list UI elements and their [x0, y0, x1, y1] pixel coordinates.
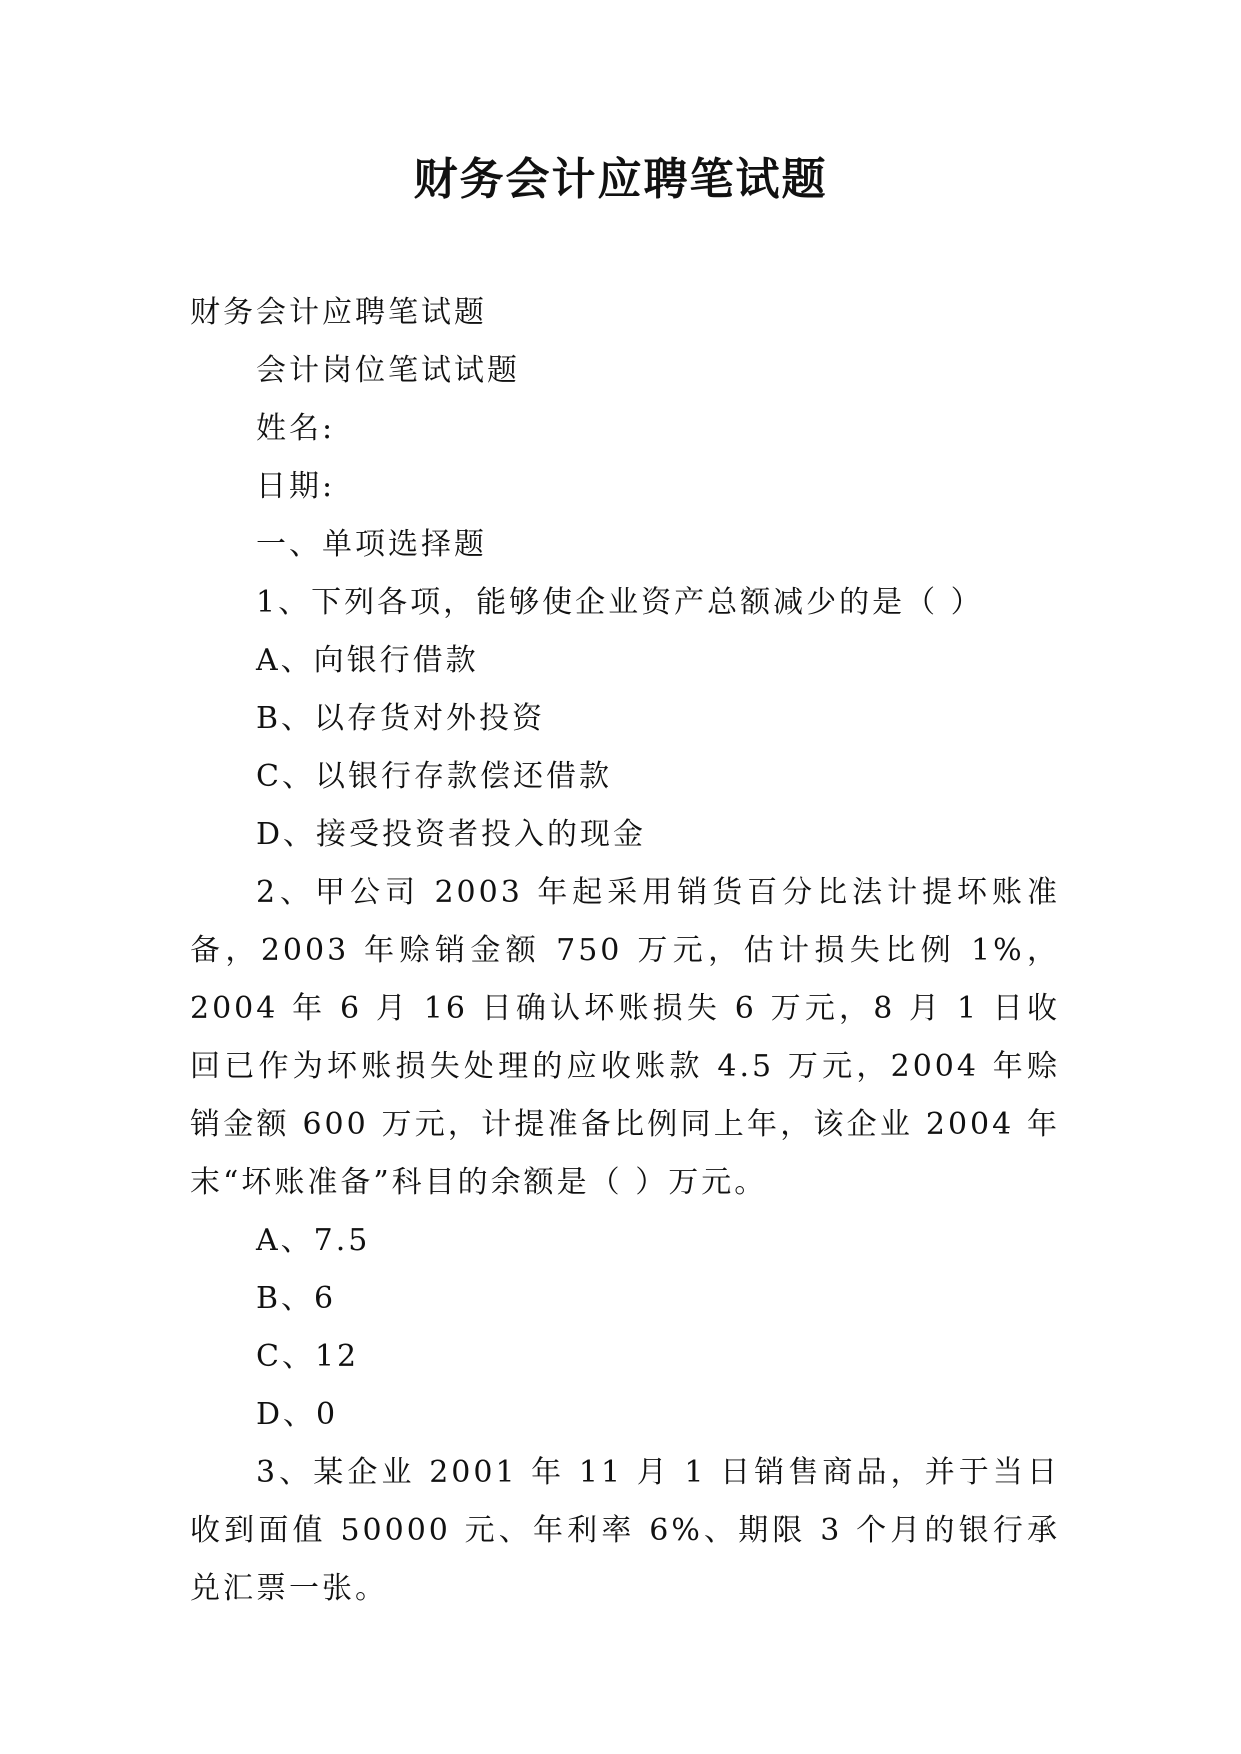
question-1-stem: 1、下列各项，能够使企业资产总额减少的是（ ）	[256, 585, 984, 620]
section-heading: 一、单项选择题	[256, 527, 487, 562]
question-2-option-a: A、7.5	[256, 1223, 371, 1258]
question-1-option-b: B、以存货对外投资	[256, 701, 546, 736]
question-2-stem: 2、甲公司 2003 年起采用销货百分比法计提坏账准备，2003 年赊销金额 750 万元，估计损失比例 1%，2004 年 6 月 16 日确认坏账损失 6 万元，8 月 1 日收回已作为坏账损失处理的应收账款 4.5 万元，2004 年赊销金额 600 万元，计提准备比例同上年，该企业 2004 年末“坏账准备”科目的余额是（ ）万元。	[190, 875, 1060, 1200]
document-heading: 财务会计应聘笔试题	[190, 295, 487, 330]
document-body	[190, 284, 1060, 1618]
exam-subtitle: 会计岗位笔试试题	[256, 353, 520, 388]
question-2-option-b: B、6	[256, 1281, 337, 1316]
name-label: 姓名:	[256, 411, 336, 446]
date-label: 日期:	[256, 469, 336, 504]
question-2-option-d: D、0	[256, 1397, 339, 1432]
question-2-option-c: C、12	[256, 1339, 360, 1374]
document-title: 财务会计应聘笔试题	[413, 154, 828, 205]
question-1-option-d: D、接受投资者投入的现金	[256, 817, 647, 852]
question-1-option-c: C、以银行存款偿还借款	[256, 759, 612, 794]
question-1-option-a: A、向银行借款	[256, 643, 479, 678]
question-3-stem: 3、某企业 2001 年 11 月 1 日销售商品，并于当日收到面值 50000 元、年利率 6%、期限 3 个月的银行承兑汇票一张。	[190, 1455, 1060, 1606]
